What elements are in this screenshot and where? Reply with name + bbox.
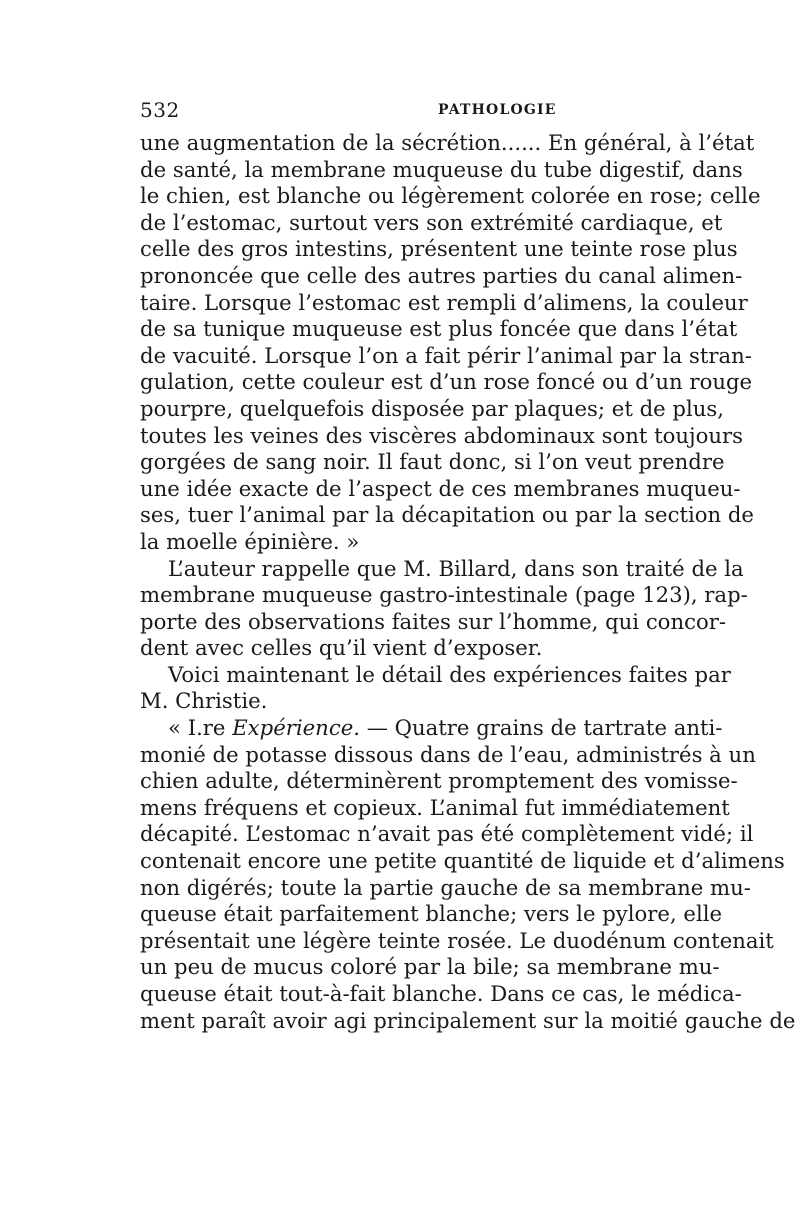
text-line: queuse était tout-à-fait blanche. Dans ce cas, le médica- [140,981,742,1006]
experiment-heading-line [140,715,723,742]
text-line: de santé, la membrane muqueuse du tube digestif, dans [140,156,743,182]
experiment-text: — Quatre grains de tartrate anti- [359,715,723,741]
text-line: la moelle épinière. » [140,528,360,554]
text-line: une idée exacte de l’aspect de ces membranes muqueu- [140,475,741,501]
text-line: taire. Lorsque l’estomac est rempli d’alimens, la couleur [140,289,748,315]
text-line: chien adulte, déterminèrent promptement des vomisse- [140,768,738,794]
text-line: queuse était parfaitement blanche; vers le pylore, elle [140,901,723,927]
text-line: M. Christie. [140,688,268,714]
text-line: membrane muqueuse gastro-intestinale (page 123), rap- [140,582,748,608]
running-head: PATHOLOGIE [438,102,557,118]
page-number: 532 [140,98,180,122]
text-line: de sa tunique muqueuse est plus foncée que dans l’état [140,316,738,342]
text-line: dent avec celles qu’il vient d’exposer. [140,635,543,661]
text-line: gorgées de sang noir. Il faut donc, si l’on veut prendre [140,449,725,475]
text-line: ses, tuer l’animal par la décapitation ou par la section de [140,502,754,528]
text-line: celle des gros intestins, présentent une teinte rose plus [140,236,738,262]
text-line: le chien, est blanche ou légèrement colorée en rose; celle [140,183,761,209]
body-text [140,130,796,1034]
text-line: contenait encore une petite quantité de liquide et d’alimens [140,848,785,874]
text-line: gulation, cette couleur est d’un rose foncé ou d’un rouge [140,369,753,395]
text-line: présentait une légère teinte rosée. Le duodénum contenait [140,927,774,953]
text-line: un peu de mucus coloré par la bile; sa membrane mu- [140,954,720,980]
text-line: décapité. L’estomac n’avait pas été complètement vidé; il [140,821,754,847]
text-line: Voici maintenant le détail des expériences faites par [168,661,731,687]
text-line: de l’estomac, surtout vers son extrémité cardiaque, et [140,209,723,235]
text-line: toutes les veines des viscères abdominaux sont toujours [140,422,743,448]
text-line: ment paraît avoir agi principalement sur la moitié gauche de [140,1007,796,1033]
experiment-number: « I.re [168,715,233,741]
text-line: non digérés; toute la partie gauche de sa membrane mu- [140,874,751,900]
text-line: pourpre, quelquefois disposée par plaques; et de plus, [140,395,725,421]
text-line: monié de potasse dissous dans de l’eau, administrés à un [140,741,756,767]
text-line: mens fréquens et copieux. L’animal fut immédiatement [140,794,730,820]
text-line: L’auteur rappelle que M. Billard, dans son traité de la [168,555,744,581]
text-line: de vacuité. Lorsque l’on a fait périr l’animal par la stran- [140,342,752,368]
experiment-title: Expérience. [232,715,360,741]
text-line: prononcée que celle des autres parties du canal alimen- [140,262,743,288]
text-line: porte des observations faites sur l’homme, qui concor- [140,608,726,634]
page-header [140,98,670,124]
text-line: une augmentation de la sécrétion...... En général, à l’état [140,130,755,155]
